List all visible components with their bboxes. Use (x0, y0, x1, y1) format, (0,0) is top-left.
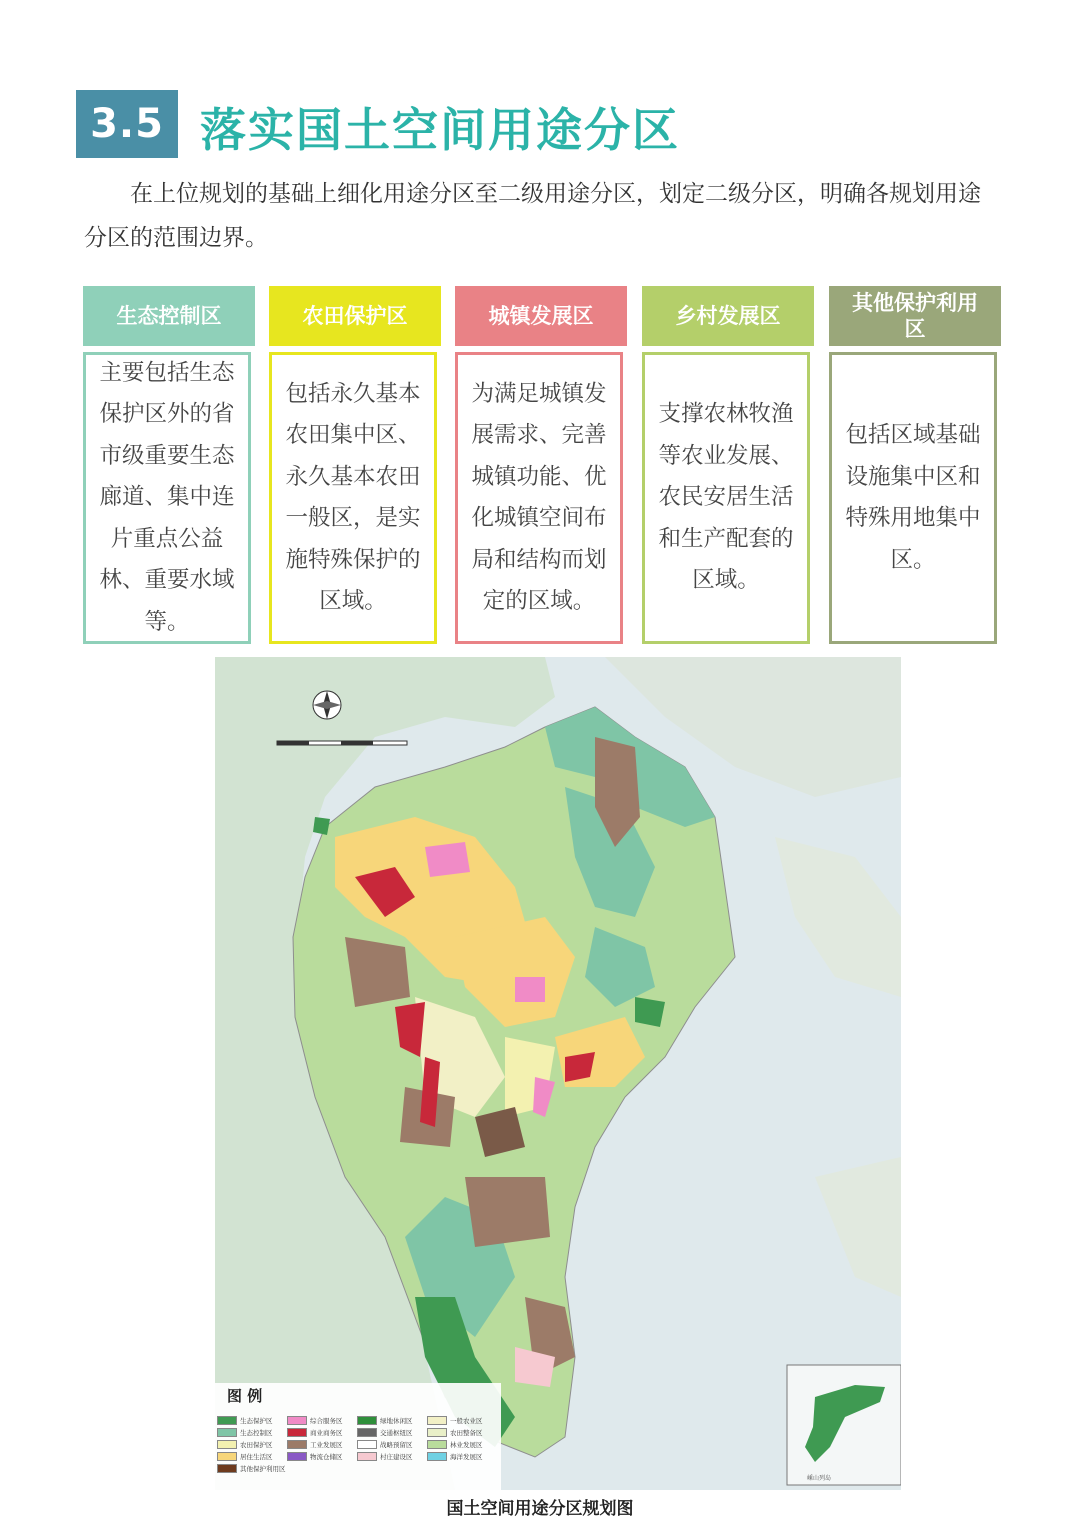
legend-item (427, 1452, 483, 1461)
legend-swatch (287, 1428, 307, 1437)
legend-swatch (427, 1440, 447, 1449)
zone-header-ecology: 生态控制区 (83, 286, 255, 346)
zone-desc-ecology (83, 352, 251, 644)
legend-label: 农田保护区 (240, 1441, 273, 1449)
zone-header-urban: 城镇发展区 (455, 286, 627, 346)
legend-swatch (357, 1452, 377, 1461)
land-use-zoning-map (215, 657, 901, 1490)
legend-label: 交通枢纽区 (380, 1429, 413, 1437)
intro-paragraph (84, 172, 999, 260)
legend-item (357, 1428, 413, 1437)
zone-header-other: 其他保护利用区 (829, 286, 1001, 346)
zone-desc-text: 为满足城镇发展需求、完善城镇功能、优化城镇空间布局和结构而划定的区域。 (471, 380, 607, 614)
compass-icon (313, 691, 341, 719)
inset-map (787, 1365, 901, 1485)
section-title: 落实国土空间用途分区 (200, 103, 680, 157)
legend-item (287, 1440, 343, 1449)
legend-item (287, 1416, 343, 1425)
zone-desc-text: 包括区域基础设施集中区和特殊用地集中区。 (845, 422, 981, 573)
zone-header-rural: 乡村发展区 (642, 286, 814, 346)
zone-desc-text: 包括永久基本农田集中区、永久基本农田一般区，是实施特殊保护的区域。 (285, 380, 421, 614)
zone-desc-farmland (269, 352, 437, 644)
legend-label: 村庄建设区 (380, 1453, 413, 1461)
legend-label: 农田整备区 (450, 1429, 483, 1437)
legend-label: 海洋发展区 (450, 1453, 483, 1461)
legend-swatch (287, 1440, 307, 1449)
intro-text: 在上位规划的基础上细化用途分区至二级用途分区，划定二级分区，明确各规划用途分区的范围边界。 (84, 181, 981, 251)
legend-item (357, 1416, 413, 1425)
legend-swatch (427, 1452, 447, 1461)
legend-item (287, 1428, 343, 1437)
legend-swatch (287, 1416, 307, 1425)
legend-label: 绿地休闲区 (380, 1417, 413, 1425)
legend-swatch (357, 1416, 377, 1425)
legend-title: 图 例 (227, 1387, 263, 1405)
legend-label: 商业商务区 (310, 1429, 343, 1437)
legend-label: 林业发展区 (450, 1441, 483, 1449)
legend-item (217, 1464, 286, 1473)
legend-item (357, 1452, 413, 1461)
legend-label: 生态保护区 (240, 1417, 273, 1425)
legend-item (427, 1428, 483, 1437)
zone-header-farmland: 农田保护区 (269, 286, 441, 346)
legend-label: 综合服务区 (310, 1417, 343, 1425)
legend-item (427, 1440, 483, 1449)
legend-swatch (217, 1452, 237, 1461)
legend-item (217, 1452, 273, 1461)
map-legend (215, 1383, 501, 1490)
legend-label: 生态控制区 (240, 1429, 273, 1437)
inset-map-label: 嵊山列岛 (807, 1475, 832, 1482)
legend-swatch (427, 1428, 447, 1437)
zone-desc-other (829, 352, 997, 644)
map-caption: 国土空间用途分区规划图 (446, 1499, 634, 1519)
legend-label: 其他保护利用区 (240, 1465, 286, 1473)
legend-swatch (357, 1440, 377, 1449)
legend-swatch (217, 1464, 237, 1473)
zone-desc-text: 支撑农林牧渔等农业发展、农民安居生活和生产配套的区域。 (658, 401, 794, 594)
legend-label: 物流仓储区 (310, 1453, 343, 1461)
legend-item (357, 1440, 413, 1449)
section-number-badge: 3.5 (76, 90, 178, 158)
legend-swatch (357, 1428, 377, 1437)
legend-swatch (427, 1416, 447, 1425)
legend-label: 居住生活区 (240, 1453, 273, 1461)
zone-desc-urban (455, 352, 623, 644)
legend-item (217, 1440, 273, 1449)
legend-swatch (217, 1428, 237, 1437)
legend-label: 工业发展区 (310, 1441, 343, 1449)
legend-label: 战略预留区 (380, 1441, 413, 1449)
zone-desc-text: 主要包括生态保护区外的省市级重要生态廊道、集中连片重点公益林、重要水域等。 (99, 359, 235, 635)
map-graphic (215, 657, 901, 1490)
legend-swatch (217, 1416, 237, 1425)
legend-item (427, 1416, 483, 1425)
legend-swatch (287, 1452, 307, 1461)
legend-item (287, 1452, 343, 1461)
zone-desc-rural (642, 352, 810, 644)
legend-swatch (217, 1440, 237, 1449)
legend-item (217, 1428, 273, 1437)
legend-item (217, 1416, 273, 1425)
legend-label: 一般农业区 (450, 1417, 483, 1425)
